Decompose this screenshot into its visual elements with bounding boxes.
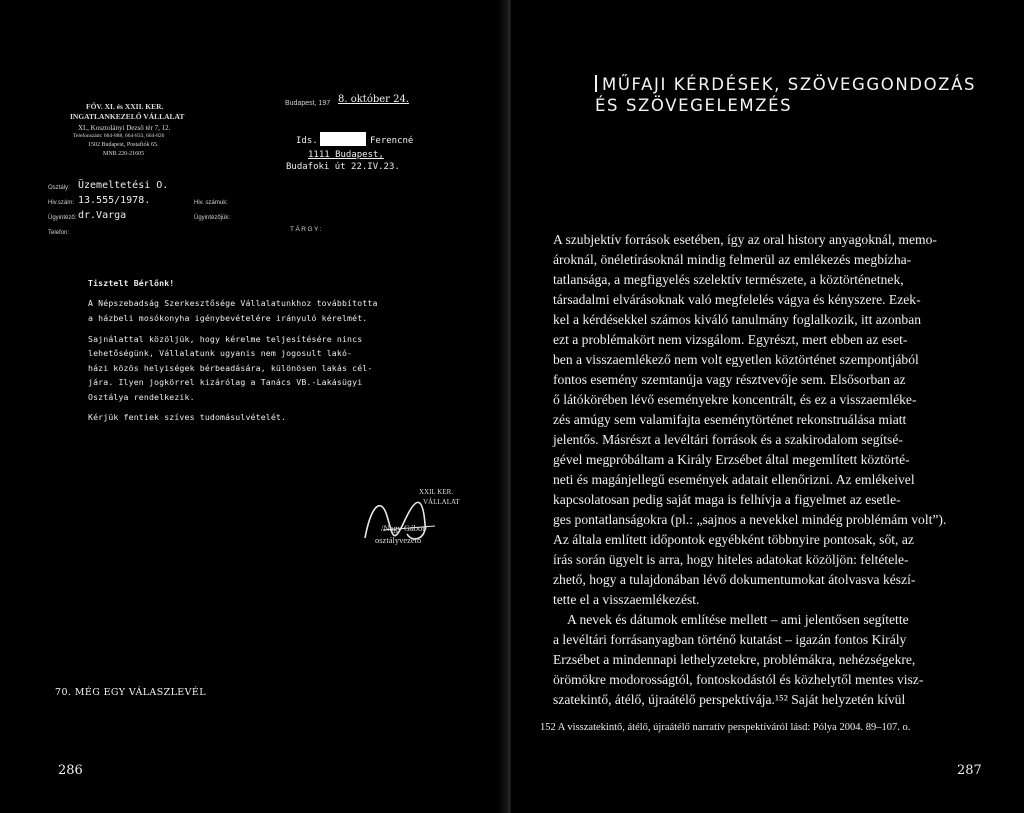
text-line: Erzsébet a mindennapi lethelyzetekre, problémákra, nehézségekre, (553, 652, 916, 667)
page-number-right: 287 (957, 763, 982, 778)
text-line: ároknál, önéletírásoknál mindig felmerül az emlékezés megbízha- (553, 252, 912, 267)
ugyintezo-label: Ügyintéző: (48, 215, 77, 221)
text-line: társadalmi elvárásoknak való megfelelés vágya és kényszere. Ezek- (553, 292, 921, 307)
text-line: zhető, hogy a tulajdonában lévő dokumentumokat átolvasva készí- (553, 572, 916, 587)
letter-closing: Kérjük fentiek szíves tudomásulvételét. (88, 412, 287, 422)
text-line: a levéltári forrásanyagban történő kutatást – igazán fontos Király (553, 632, 907, 647)
letter-body-line: jára. Ilyen jogkörrel kizárólag a Tanács VB.-Lakásügyi (88, 377, 363, 387)
text-line: A nevek és dátumok említése mellett – ami jelentősen segítette (567, 612, 909, 627)
text-line: örömökre modorosságtól, fontoskodástól és közhelytől mentes visz- (553, 672, 924, 687)
text-line: tette el a visszaemlékezést. (553, 592, 700, 607)
text-line: szatekintő, átélő, újraátélő perspektívája.¹⁵² Saját helyzetén kívül (553, 692, 906, 707)
chapter-heading (595, 74, 976, 116)
letter-body-line: házi közös helyiségek bérbeadására, különösen lakás cél- (88, 363, 373, 373)
stamp-line: VÁLLALAT (423, 498, 460, 506)
heading-text: MŰFAJI KÉRDÉSEK, SZÖVEGGONDOZÁS (602, 75, 977, 94)
addressee-street: Budafoki út 22.IV.23. (286, 162, 400, 172)
letter-body-line: Sajnálattal közöljük, hogy kérelme teljesítésére nincs (88, 334, 363, 344)
stamp-name: /Nagy Gábor/ (381, 523, 428, 533)
text-line: ő látókörében lévő eseményekre koncentrált, és ez a visszaemléke- (553, 392, 917, 407)
chapter-heading-line: ÉS SZÖVEGELEMZÉS (595, 96, 793, 115)
letter-body-line: Osztálya rendelkezik. (88, 392, 195, 402)
addressee-prefix: Ids. (296, 136, 318, 146)
chapter-heading-line (595, 74, 976, 95)
text-line: tatlansága, a megfigyelés szelektív természete, a köztörténetnek, (553, 272, 904, 287)
signature-scribble (353, 486, 473, 556)
date-label: Budapest, 197 (285, 100, 331, 107)
stamp-title: osztályvezető (375, 535, 422, 545)
letterhead-line: INGATLANKEZELŐ VÁLLALAT (70, 112, 185, 121)
letterhead-line: MNB 220-21605 (103, 151, 145, 157)
text-line: kel a kérdésekkel számos kiváló tanulmány foglalkozik, itt azonban (553, 312, 922, 327)
letter-body-line: lehetőségünk, Vállalatunk ugyanis nem jogosult lakó- (88, 348, 353, 358)
text-line: ges pontatlanságokra (pl.: „sajnos a nevekkel mindég problémám volt”). (553, 512, 947, 527)
text-line: zés amúgy sem valamifajta eseménytörténet rekonstruálása miatt (553, 412, 907, 427)
text-line: neti és magánjellegű események adatait ellenőrizni. Az emlékeivel (553, 472, 915, 487)
date-value: 8. október 24. (338, 94, 410, 105)
letterhead-line: XI., Kosztolányi Dezső tér 7, 12. (78, 124, 171, 132)
text-line: írás során ügyelt is arra, hogy hiteles adatokat közöljön: feltétele- (553, 552, 909, 567)
left-page (0, 0, 511, 813)
letter-body-line: A Népszebadság Szerkesztősége Vállalatunkhoz továbbította (88, 298, 378, 308)
text-line: gével megpróbáltam a Király Erzsébet által megemlített köztörté- (553, 452, 910, 467)
hiv-szamuk-label: Hiv. számuk: (194, 200, 228, 206)
targy-label: TÁRGY: (290, 226, 323, 233)
osztaly-label: Osztály: (48, 185, 70, 191)
text-line: jelentős. Másrészt a levéltári források és a szakirodalom segítsé- (553, 432, 903, 447)
signature-stamp (353, 486, 473, 556)
hivszam-value: 13.555/1978. (78, 195, 151, 206)
stamp-line: XXII. KER. (419, 488, 454, 496)
ugyintezo-value: dr.Varga (78, 210, 127, 221)
telefon-label: Telefon: (48, 230, 70, 236)
scanned-letter (48, 68, 488, 698)
letter-salutation: Tisztelt Bérlőnk! (88, 278, 175, 288)
letter-body-line: a házbeli mosókonyha igénybevételére irányuló kérelmét. (88, 313, 368, 323)
figure-caption: 70. MÉG EGY VÁLASZLEVÉL (55, 687, 206, 698)
addressee-name: Ferencné (370, 136, 414, 146)
letterhead-line: Telefonszám: 664-888, 664-833, 664-826 (73, 133, 165, 139)
addressee-city: 1111 Budapest, (308, 150, 384, 160)
text-line: kapcsolatosan pedig saját maga is felhívja a figyelmet az esetle- (553, 492, 901, 507)
redaction-block (320, 132, 366, 146)
page-number-left: 286 (58, 763, 83, 778)
osztaly-value: Üzemeltetési O. (78, 180, 169, 191)
text-line: ben a visszaemlékező nem volt egyetlen köztörténet szempontjából (553, 352, 919, 367)
letterhead-line: FŐV. XI. és XXII. KER. (86, 102, 164, 111)
text-line: A szubjektív források esetében, így az oral history anyagoknál, memo- (553, 232, 937, 247)
footnote: 152 A visszatekintő, átélő, újraátélő narratív perspektíváról lásd: Pólya 2004. 89–107. o. (540, 722, 911, 733)
letterhead-line: 1502 Budapest, Postafiók 65. (88, 142, 159, 148)
heading-bar (595, 75, 597, 92)
text-line: ezt a problémakört nem vizsgálom. Egyrészt, mert ebben az eset- (553, 332, 908, 347)
right-page (511, 0, 1024, 813)
text-line: Az általa említett időpontok egyébként többnyire pontosak, sőt, az (553, 532, 914, 547)
hivszam-label: Hiv.szám: (48, 200, 74, 206)
text-line: fontos esemény szemtanúja vagy résztvevője sem. Elsősorban az (553, 372, 906, 387)
ugyintezojuk-label: Ügyintézőjük: (194, 215, 231, 221)
